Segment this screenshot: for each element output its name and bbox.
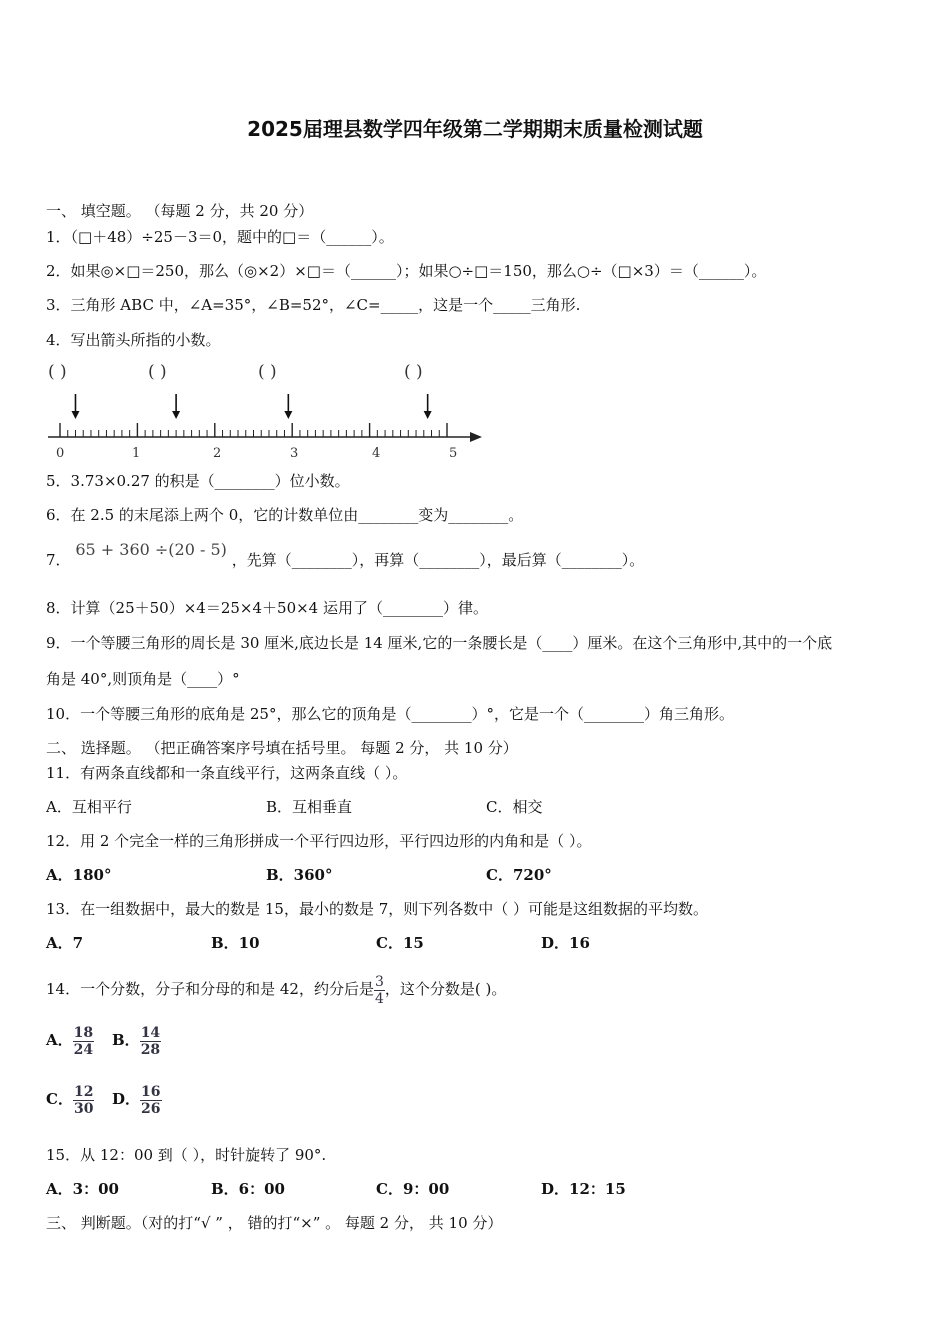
question-14 xyxy=(46,972,506,1007)
option-a: A．7 xyxy=(46,934,84,952)
axis-label: 0 xyxy=(56,446,65,461)
option-a: A．互相平行 xyxy=(46,798,132,816)
question-7-number: 7． xyxy=(46,551,71,569)
option-b: B．6：00 xyxy=(211,1180,285,1198)
option-c: C．9：00 xyxy=(376,1180,450,1198)
option-a: A． $\frac{18}{24}$ xyxy=(46,1024,94,1058)
question-7 xyxy=(46,540,645,570)
section-heading-choice: 二、 选择题。 （把正确答案序号填在括号里。 每题 2 分， 共 10 分） xyxy=(46,739,518,757)
answer-bracket: ( ) xyxy=(48,362,67,382)
down-arrow-icon xyxy=(172,394,180,419)
axis-label: 4 xyxy=(372,446,381,461)
question-7-text: ，先算（________），再算（________），最后算（________）。 xyxy=(231,551,645,569)
question-4: 4．写出箭头所指的小数。 xyxy=(46,331,221,349)
number-line-ticks xyxy=(60,423,447,437)
number-line-figure xyxy=(44,358,494,466)
fraction: $\frac{12}{30}$ xyxy=(73,1083,94,1117)
option-a: A．180° xyxy=(46,866,112,884)
question-5: 5．3.73×0.27 的积是（________）位小数。 xyxy=(46,472,350,490)
question-13: 13．在一组数据中，最大的数是 15，最小的数是 7，则下列各数中（ ）可能是这组数据的平均数。 xyxy=(46,900,709,918)
number-line-arrowhead xyxy=(470,432,482,442)
option-b: B．10 xyxy=(211,934,260,952)
option-c: C．相交 xyxy=(486,798,543,816)
question-10: 10．一个等腰三角形的底角是 25°，那么它的顶角是（________）°，它是一个（________）角三角形。 xyxy=(46,705,734,723)
question-15: 15．从 12：00 到（ ），时针旋转了 90°. xyxy=(46,1146,327,1164)
down-arrow-icon xyxy=(284,394,292,419)
fraction: $\frac{16}{26}$ xyxy=(141,1083,161,1117)
option-d: D．16 xyxy=(541,934,590,952)
down-arrow-icon xyxy=(71,394,79,419)
option-a: A．3：00 xyxy=(46,1180,119,1198)
section-heading-fill-in: 一、 填空题。 （每题 2 分，共 20 分） xyxy=(46,202,314,220)
fraction: $\frac{3}{4}$ xyxy=(374,973,384,1007)
option-c: C．15 xyxy=(376,934,424,952)
page-title: 2025届理县数学四年级第二学期期末质量检测试题 xyxy=(247,117,703,141)
question-14-stem-end: ，这个分数是( )。 xyxy=(384,980,507,998)
option-c: C．720° xyxy=(486,866,552,884)
option-b: B．互相垂直 xyxy=(266,798,353,816)
option-c: C． $\frac{12}{30}$ xyxy=(46,1083,94,1117)
fraction: $\frac{18}{24}$ xyxy=(73,1024,94,1058)
option-b: B．360° xyxy=(266,866,333,884)
question-8: 8．计算（25＋50）×4＝25×4＋50×4 运用了（________）律。 xyxy=(46,599,488,617)
fraction: $\frac{14}{28}$ xyxy=(140,1024,161,1058)
question-7-expression: 65 + 360 ÷(20 - 5) xyxy=(75,540,227,559)
axis-label: 5 xyxy=(449,446,458,461)
pointer-arrows xyxy=(71,394,431,419)
question-3: 3．三角形 ABC 中，∠A=35°，∠B=52°，∠C=_____，这是一个_____三角形. xyxy=(46,296,581,314)
question-12: 12．用 2 个完全一样的三角形拼成一个平行四边形，平行四边形的内角和是（ ）。 xyxy=(46,832,592,850)
option-b: B． $\frac{14}{28}$ xyxy=(112,1024,161,1058)
axis-label: 3 xyxy=(290,446,299,461)
down-arrow-icon xyxy=(424,394,432,419)
question-9-line-2: 角是 40°,则顶角是（____）° xyxy=(46,670,240,688)
option-d: D．12：15 xyxy=(541,1180,626,1198)
question-9-line-1: 9．一个等腰三角形的周长是 30 厘米,底边长是 14 厘米,它的一条腰长是（____）厘米。在这个三角形中,其中的一个底 xyxy=(46,634,833,652)
section-heading-true-false: 三、 判断题。（对的打“√ ” ， 错的打“×” 。 每题 2 分， 共 10 分） xyxy=(46,1214,503,1232)
question-14-stem: 14．一个分数，分子和分母的和是 42，约分后是 xyxy=(46,980,374,998)
question-11: 11．有两条直线都和一条直线平行，这两条直线（ ）。 xyxy=(46,764,408,782)
option-d: D． $\frac{16}{26}$ xyxy=(112,1083,161,1117)
question-6: 6．在 2.5 的末尾添上两个 0，它的计数单位由________变为________。 xyxy=(46,506,524,524)
question-1: 1．（□＋48）÷25－3＝0，题中的□＝（______）。 xyxy=(46,228,394,246)
question-2: 2．如果◎×□＝250，那么（◎×2）×□＝（______）；如果○÷□＝150，那么○÷（□×3）＝（______）。 xyxy=(46,262,767,280)
answer-bracket: ( ) xyxy=(148,362,167,382)
answer-bracket: ( ) xyxy=(258,362,277,382)
axis-label: 2 xyxy=(213,446,222,461)
answer-bracket: ( ) xyxy=(404,362,423,382)
axis-label: 1 xyxy=(132,446,141,461)
